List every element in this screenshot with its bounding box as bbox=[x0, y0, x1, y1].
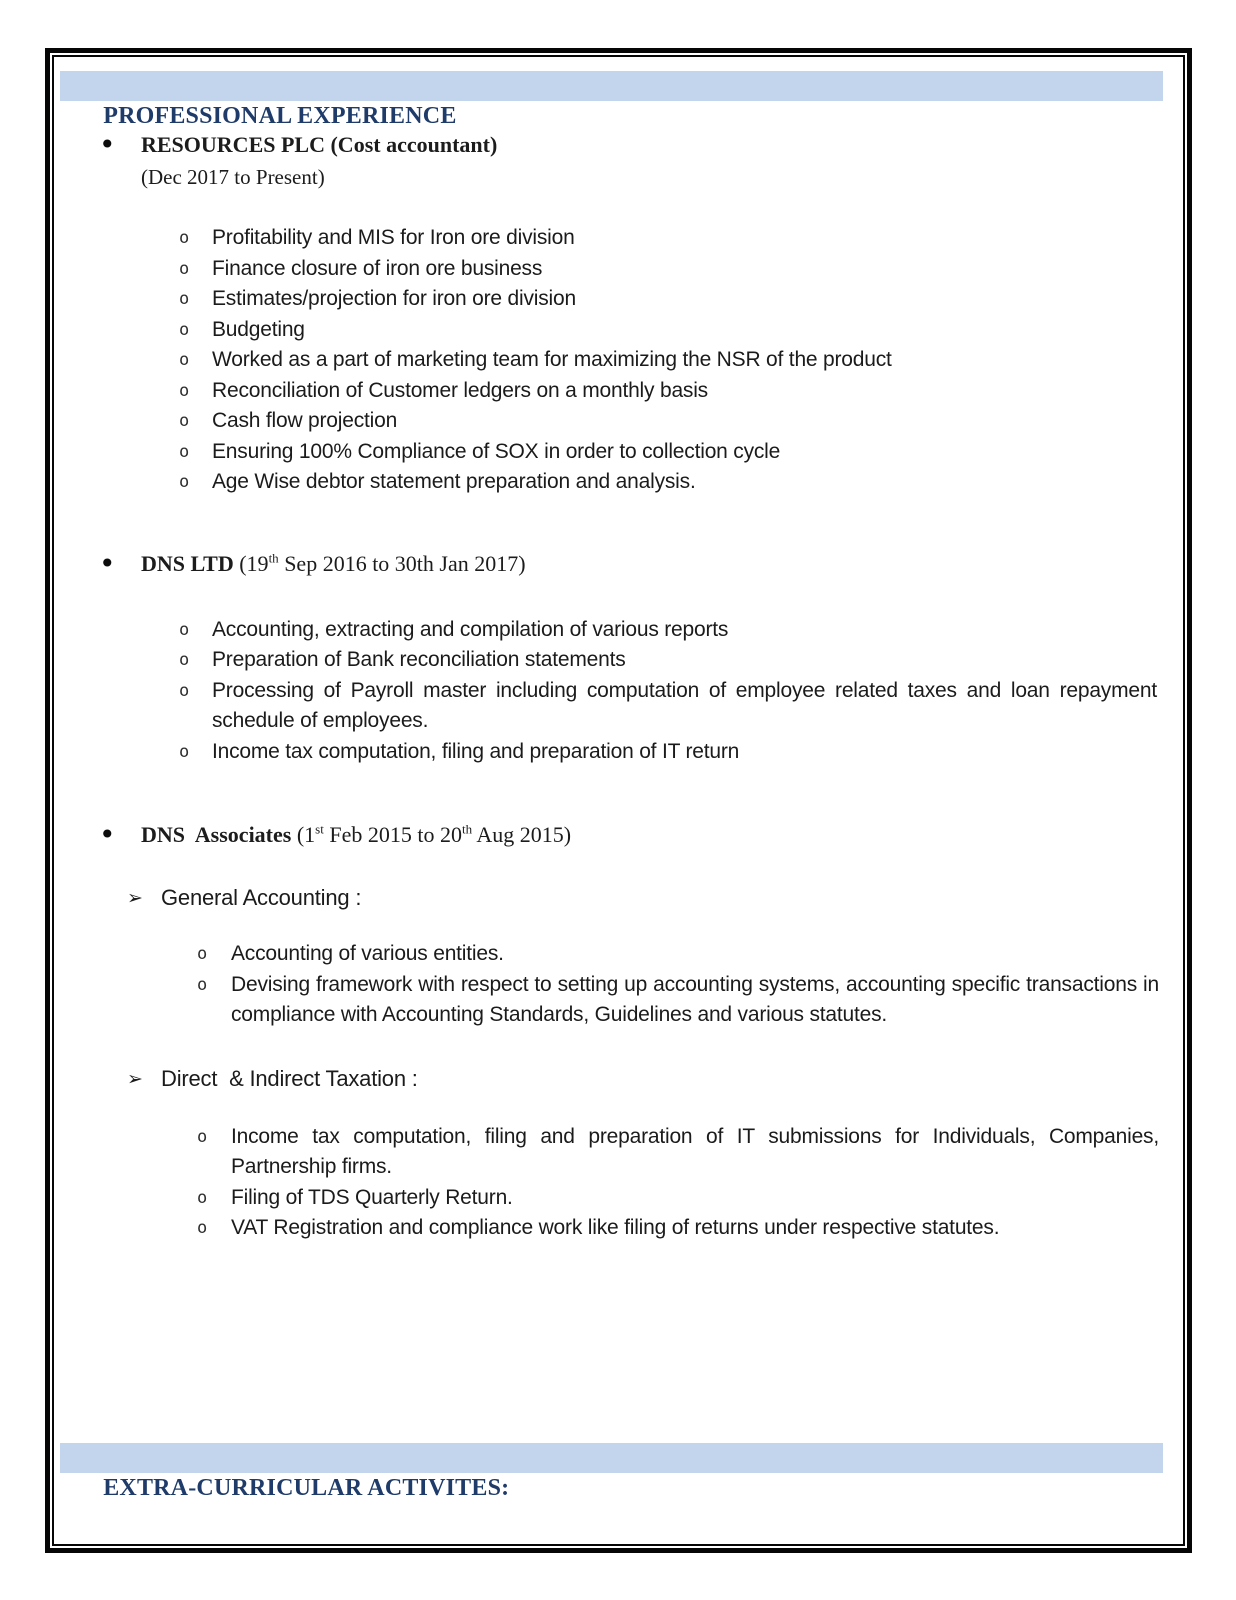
job-title bbox=[141, 548, 526, 580]
job-dates-segment: (1 bbox=[291, 822, 316, 847]
duty-item bbox=[197, 970, 1175, 1031]
duty-text: VAT Registration and compliance work like filing of returns under respective statutes. bbox=[231, 1216, 1000, 1239]
arrow-bullet-icon: ➢ bbox=[127, 887, 143, 909]
job-title bbox=[141, 819, 571, 851]
job-dns-associates bbox=[60, 819, 1175, 1244]
duty-text: Income tax computation, filing and preparation of IT return bbox=[212, 739, 740, 763]
job-resources-plc bbox=[60, 129, 1175, 498]
duty-item bbox=[179, 254, 1175, 285]
job-title-bold: DNS Associates bbox=[141, 822, 292, 847]
duty-text: Devising framework with respect to setting up accounting systems, accounting specific transactions in compliance with Accounting Standards, Guidelines and various statutes. bbox=[231, 972, 1159, 1026]
duty-text: Budgeting bbox=[212, 317, 305, 341]
section-banner-extra-curricular bbox=[60, 1443, 1163, 1501]
circle-bullet-icon: o bbox=[179, 619, 190, 640]
duty-item bbox=[179, 406, 1175, 437]
duty-item bbox=[197, 1183, 1175, 1214]
page-content bbox=[54, 57, 1183, 1544]
duty-text: Processing of Payroll master including computation of employee related taxes and loan repayment schedule of employees. bbox=[212, 678, 1157, 732]
page-border-outer bbox=[45, 48, 1192, 1553]
circle-bullet-icon: o bbox=[179, 258, 190, 279]
duty-text: Profitability and MIS for Iron ore division bbox=[212, 226, 575, 249]
circle-bullet-icon: o bbox=[179, 472, 190, 492]
section-banner-label: PROFESSIONAL EXPERIENCE bbox=[103, 103, 457, 129]
job-dns-ltd bbox=[60, 548, 1175, 768]
section-banner-professional-experience bbox=[60, 71, 1163, 129]
section-banner-label: EXTRA-CURRICULAR ACTIVITES: bbox=[103, 1475, 510, 1501]
duty-item bbox=[179, 345, 1175, 376]
duty-text: Income tax computation, filing and preparation of IT submissions for Individuals, Companies, Partnership firms. bbox=[231, 1124, 1159, 1178]
duty-text: Preparation of Bank reconciliation statements bbox=[212, 648, 626, 671]
job-dates: (Dec 2017 to Present) bbox=[141, 165, 325, 189]
arrow-bullet-icon: ➢ bbox=[127, 1067, 143, 1090]
duty-item bbox=[179, 315, 1175, 346]
duty-text: Cash flow projection bbox=[212, 409, 398, 432]
duty-text: Worked as a part of marketing team for maximizing the NSR of the product bbox=[212, 348, 892, 371]
circle-bullet-icon: o bbox=[179, 741, 190, 762]
duty-text: Accounting of various entities. bbox=[231, 942, 504, 965]
duty-item bbox=[179, 284, 1175, 315]
circle-bullet-icon: o bbox=[179, 319, 190, 340]
duty-text: Reconciliation of Customer ledgers on a monthly basis bbox=[212, 378, 708, 402]
job-dates-segment: Sep 2016 to 30th Jan 2017) bbox=[278, 550, 526, 576]
job-dates-segment: (19 bbox=[233, 550, 269, 576]
duty-text: Finance closure of iron ore business bbox=[212, 256, 543, 280]
duty-text: Accounting, extracting and compilation of various reports bbox=[212, 617, 729, 641]
disc-bullet-icon: • bbox=[99, 818, 116, 851]
job-dates-segment: Feb 2015 to 20 bbox=[323, 822, 462, 847]
subsection-general-accounting bbox=[127, 883, 1175, 913]
ordinal-superscript: th bbox=[461, 821, 473, 837]
page-border-inner bbox=[52, 55, 1185, 1546]
circle-bullet-icon: o bbox=[197, 1218, 208, 1238]
circle-bullet-icon: o bbox=[197, 974, 208, 995]
duty-text: Ensuring 100% Compliance of SOX in order to collection cycle bbox=[212, 439, 781, 463]
job-title-row bbox=[99, 129, 1175, 193]
circle-bullet-icon: o bbox=[179, 380, 190, 401]
circle-bullet-icon: o bbox=[179, 228, 190, 248]
duty-item bbox=[179, 645, 1175, 676]
duty-item bbox=[179, 615, 1175, 646]
duty-item bbox=[197, 1122, 1175, 1183]
circle-bullet-icon: o bbox=[179, 350, 190, 370]
duty-item bbox=[197, 1213, 1175, 1244]
duty-item bbox=[179, 376, 1175, 407]
duty-item bbox=[179, 676, 1175, 737]
circle-bullet-icon: o bbox=[179, 411, 190, 431]
duties-list bbox=[60, 615, 1175, 768]
job-title: RESOURCES PLC (Cost accountant) bbox=[141, 132, 498, 157]
duty-text: Filing of TDS Quarterly Return. bbox=[231, 1185, 513, 1209]
duties-list bbox=[60, 223, 1175, 498]
circle-bullet-icon: o bbox=[179, 289, 190, 309]
circle-bullet-icon: o bbox=[197, 1187, 208, 1208]
duty-item bbox=[179, 437, 1175, 468]
disc-bullet-icon: • bbox=[99, 128, 116, 161]
duty-text: Estimates/projection for iron ore division bbox=[212, 287, 576, 310]
duty-item bbox=[197, 939, 1175, 970]
circle-bullet-icon: o bbox=[197, 944, 208, 964]
disc-bullet-icon: • bbox=[99, 546, 116, 580]
ordinal-superscript: th bbox=[268, 550, 279, 566]
job-dates-segment: Aug 2015) bbox=[472, 822, 572, 847]
duty-item bbox=[179, 223, 1175, 254]
sub-duties-list bbox=[60, 939, 1175, 1031]
subsection-heading: General Accounting : bbox=[161, 885, 362, 910]
circle-bullet-icon: o bbox=[179, 441, 190, 462]
sub-duties-list bbox=[60, 1122, 1175, 1244]
subsection-direct-indirect-taxation bbox=[127, 1064, 1175, 1094]
circle-bullet-icon: o bbox=[197, 1126, 208, 1147]
job-title-row bbox=[99, 819, 1175, 851]
job-title-block bbox=[141, 129, 497, 193]
circle-bullet-icon: o bbox=[179, 650, 190, 670]
circle-bullet-icon: o bbox=[179, 680, 190, 701]
job-title-bold: DNS LTD bbox=[141, 550, 234, 576]
duty-item bbox=[179, 737, 1175, 768]
job-title-row bbox=[99, 548, 1175, 580]
ordinal-superscript: st bbox=[315, 821, 324, 837]
duty-item bbox=[179, 467, 1175, 498]
subsection-heading: Direct & Indirect Taxation : bbox=[161, 1065, 418, 1091]
duty-text: Age Wise debtor statement preparation and analysis. bbox=[212, 470, 696, 493]
